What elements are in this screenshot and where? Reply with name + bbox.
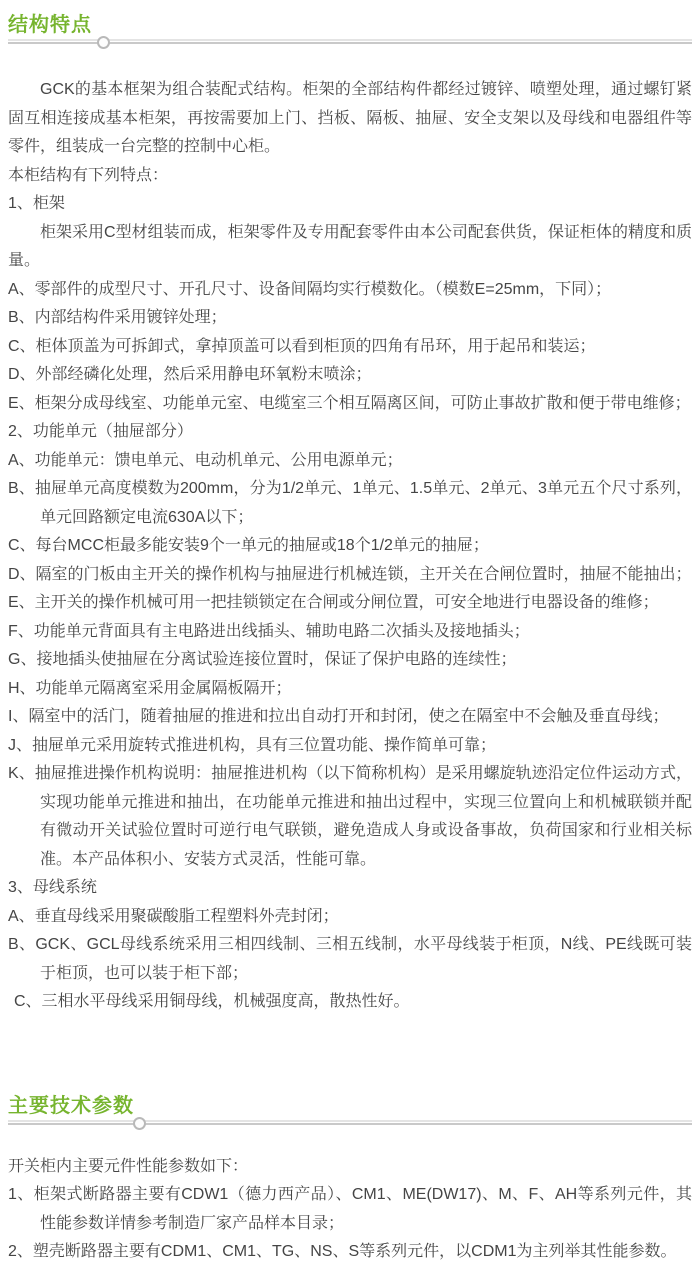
section-body (8, 1153, 692, 1267)
paragraph: 2、功能单元（抽屉部分） (8, 423, 193, 440)
paragraph: E、主开关的操作机械可用一把挂锁锁定在合闸或分闸位置，可安全地进行电器设备的维修； (8, 594, 659, 611)
section-header (8, 1093, 692, 1125)
paragraph: A、零部件的成型尺寸、开孔尺寸、设备间隔均实行模数化。（模数E=25mm，下同）； (8, 280, 612, 298)
section-technical-parameters (8, 1093, 692, 1267)
paragraph: GCK的基本框架为组合装配式结构。柜架的全部结构件都经过镀锌、喷塑处理，通过螺钉紧固互相连接成基本柜架，再按需要加上门、挡板、隔板、抽屉、安全支架以及母线和电器组件等零件，组装成一台完整的控制中心柜。 (8, 81, 692, 155)
paragraph: D、隔室的门板由主开关的操作机构与抽屉进行机械连锁，主开关在合闸位置时，抽屉不能抽出； (8, 565, 692, 583)
divider-knob-icon (133, 1117, 146, 1130)
section-header (8, 12, 692, 44)
paragraph: B、GCK、GCL母线系统采用三相四线制、三相五线制，水平母线装于柜顶，N线、PE线既可装于柜顶，也可以装于柜下部； (8, 936, 692, 982)
paragraph: F、功能单元背面具有主电路进出线插头、辅助电路二次插头及接地插头； (8, 622, 530, 640)
paragraph: C、每台MCC柜最多能安装9个一单元的抽屉或18个1/2单元的抽屉； (8, 537, 489, 554)
paragraph: C、柜体顶盖为可拆卸式，拿掉顶盖可以看到柜顶的四角有吊环，用于起吊和装运； (8, 337, 596, 355)
paragraph: A、垂直母线采用聚碳酸脂工程塑料外壳封闭； (8, 907, 339, 925)
section-divider (8, 1120, 692, 1125)
paragraph: 本柜结构有下列特点： (8, 166, 169, 184)
paragraph: K、抽屉推进操作机构说明：抽屉推进机构（以下简称机构）是采用螺旋轨迹沿定位件运动方式，实现功能单元推进和抽出，在功能单元推进和抽出过程中，实现三位置向上和机械联锁并配有微动开关试验位置时可逆行电气联锁，避免造成人身或设备事故，负荷国家和行业相关标准。本产品体积小、安装方式灵活，性能可靠。 (8, 765, 692, 868)
section-spacer (8, 1017, 692, 1093)
paragraph: J、抽屉单元采用旋转式推进机构，具有三位置功能、操作简单可靠； (8, 736, 497, 754)
paragraph: B、内部结构件采用镀锌处理； (8, 309, 227, 326)
paragraph: G、接地插头使抽屉在分离试验连接位置时，保证了保护电路的连续性； (8, 651, 517, 668)
paragraph: 1、柜架式断路器主要有CDW1（德力西产品）、CM1、ME(DW17)、M、F、AH等系列元件，其性能参数详情参考制造厂家产品样本目录； (8, 1186, 692, 1232)
paragraph: 3、母线系统 (8, 879, 97, 896)
section-title: 主要技术参数 (8, 1094, 134, 1117)
section-title: 结构特点 (8, 14, 92, 36)
paragraph: 1、柜架 (8, 195, 65, 212)
paragraph: E、柜架分成母线室、功能单元室、电缆室三个相互隔离区间，可防止事故扩散和便于带电维修； (8, 394, 691, 412)
paragraph: 柜架采用C型材组装而成，柜架零件及专用配套零件由本公司配套供货，保证柜体的精度和质量。 (8, 223, 692, 269)
paragraph: I、隔室中的活门，随着抽屉的推进和拉出自动打开和封闭，使之在隔室中不会触及垂直母线； (8, 708, 669, 725)
paragraph: H、功能单元隔离室采用金属隔板隔开； (8, 679, 292, 697)
paragraph: D、外部经磷化处理，然后采用静电环氧粉末喷涂； (8, 366, 372, 383)
section-structure-features (8, 12, 692, 1017)
paragraph: 2、塑壳断路器主要有CDM1、CM1、TG、NS、S等系列元件，以CDM1为主列举其性能参数。 (8, 1243, 677, 1260)
paragraph: A、功能单元：馈电单元、电动机单元、公用电源单元； (8, 451, 403, 469)
section-divider (8, 39, 692, 44)
divider-knob-icon (97, 36, 110, 49)
paragraph: C、三相水平母线采用铜母线，机械强度高，散热性好。 (14, 993, 410, 1010)
paragraph: 开关柜内主要元件性能参数如下： (8, 1157, 249, 1175)
paragraph: B、抽屉单元高度模数为200mm，分为1/2单元、1单元、1.5单元、2单元、3单元五个尺寸系列，单元回路额定电流630A以下； (8, 480, 692, 526)
section-body (8, 76, 692, 1017)
